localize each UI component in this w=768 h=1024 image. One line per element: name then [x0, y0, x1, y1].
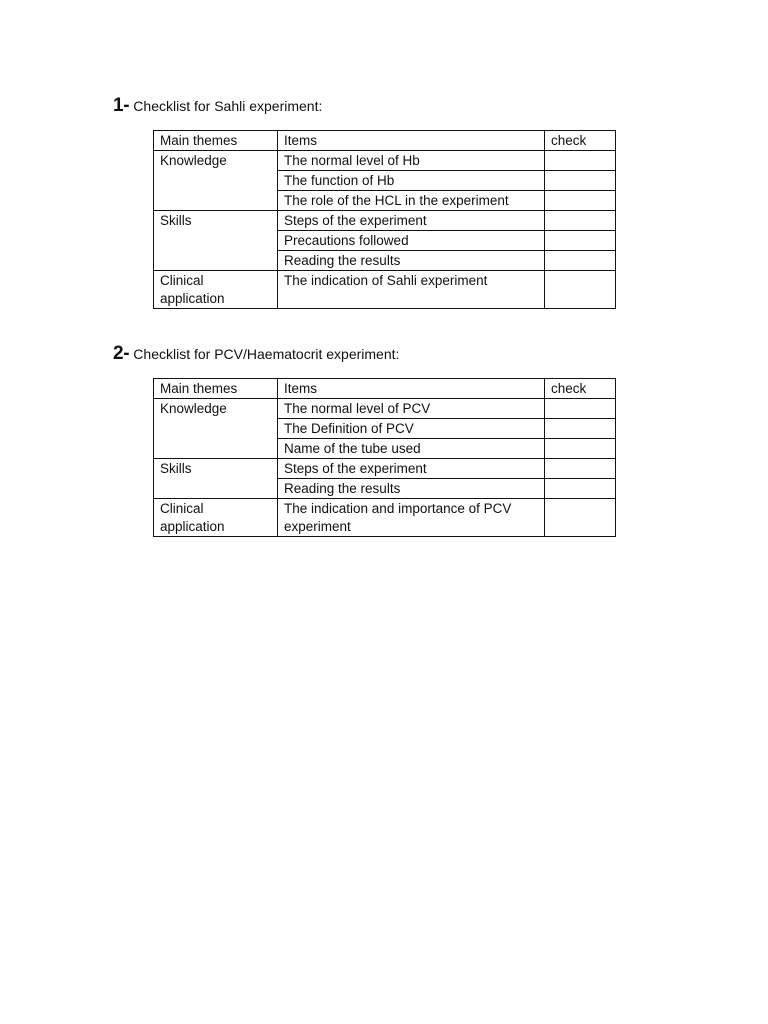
theme-cell: Knowledge	[154, 151, 278, 211]
item-cell: The normal level of PCV	[278, 399, 545, 419]
header-check: check	[545, 379, 616, 399]
checklist-table	[153, 130, 616, 309]
table-row	[154, 499, 616, 537]
item-cell: The indication of Sahli experiment	[278, 271, 545, 309]
item-cell: Precautions followed	[278, 231, 545, 251]
section-title: Checklist for Sahli experiment:	[133, 98, 323, 114]
check-cell[interactable]	[545, 151, 616, 171]
header-check: check	[545, 131, 616, 151]
table-row	[154, 399, 616, 419]
item-cell: The normal level of Hb	[278, 151, 545, 171]
section-number: 2-	[113, 343, 130, 364]
table-row	[154, 151, 616, 171]
item-cell: Steps of the experiment	[278, 211, 545, 231]
header-main-themes: Main themes	[154, 379, 278, 399]
section-title: Checklist for PCV/Haematocrit experiment:	[133, 346, 400, 362]
check-cell[interactable]	[545, 439, 616, 459]
table-row	[154, 211, 616, 231]
check-cell[interactable]	[545, 191, 616, 211]
header-items: Items	[278, 131, 545, 151]
check-cell[interactable]	[545, 479, 616, 499]
check-cell[interactable]	[545, 399, 616, 419]
theme-cell: Skills	[154, 211, 278, 271]
check-cell[interactable]	[545, 459, 616, 479]
item-cell: The indication and importance of PCV experiment	[278, 499, 545, 537]
item-cell: Name of the tube used	[278, 439, 545, 459]
section-heading	[113, 343, 399, 365]
theme-cell: Knowledge	[154, 399, 278, 459]
check-cell[interactable]	[545, 499, 616, 537]
theme-cell: Clinical application	[154, 499, 278, 537]
check-cell[interactable]	[545, 231, 616, 251]
header-main-themes: Main themes	[154, 131, 278, 151]
table-row	[154, 459, 616, 479]
item-cell: Steps of the experiment	[278, 459, 545, 479]
header-items: Items	[278, 379, 545, 399]
check-cell[interactable]	[545, 271, 616, 309]
theme-cell: Skills	[154, 459, 278, 499]
table-header-row	[154, 379, 616, 399]
checklist-table	[153, 378, 616, 537]
item-cell: The function of Hb	[278, 171, 545, 191]
check-cell[interactable]	[545, 419, 616, 439]
item-cell: Reading the results	[278, 479, 545, 499]
table-row	[154, 271, 616, 309]
item-cell: The Definition of PCV	[278, 419, 545, 439]
item-cell: Reading the results	[278, 251, 545, 271]
check-cell[interactable]	[545, 211, 616, 231]
section-heading	[113, 95, 322, 117]
theme-cell: Clinical application	[154, 271, 278, 309]
section-number: 1-	[113, 95, 130, 116]
check-cell[interactable]	[545, 251, 616, 271]
table-header-row	[154, 131, 616, 151]
check-cell[interactable]	[545, 171, 616, 191]
item-cell: The role of the HCL in the experiment	[278, 191, 545, 211]
